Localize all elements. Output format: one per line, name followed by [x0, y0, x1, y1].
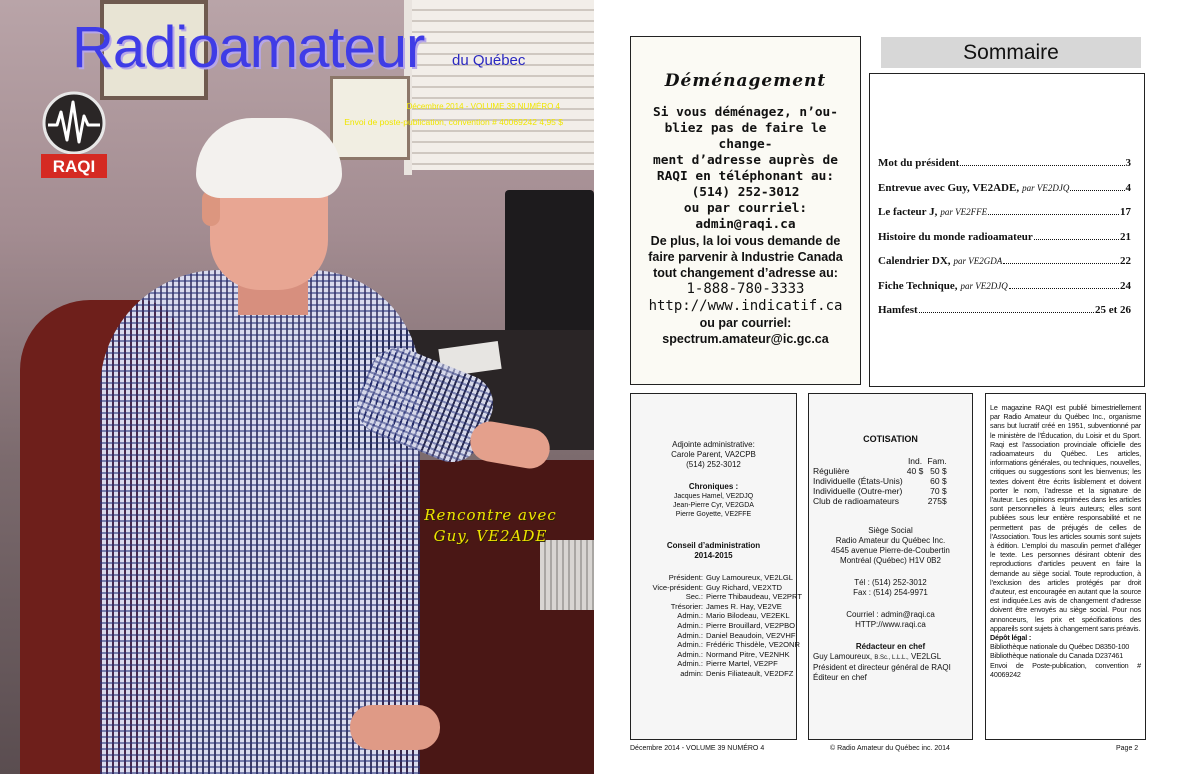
siege-website[interactable]: HTTP://www.raqi.ca — [855, 620, 926, 629]
toc-author: par VE2FFE — [940, 207, 988, 217]
toc-label: Fiche Technique, — [878, 279, 958, 292]
chroniqueur: Jacques Hamel, VE2DJQ — [673, 493, 754, 500]
conseil-member: Pierre Thibaudeau, VE2PRT — [706, 592, 802, 602]
cotisation-fam: 50 $ — [930, 466, 947, 476]
demenagement-box — [630, 36, 861, 385]
conseil-role: Admin.: — [677, 649, 703, 659]
demenagement-line: De plus, la loi vous demande de — [650, 234, 841, 248]
demenagement-line: ou par courriel: — [683, 201, 808, 216]
toc-label: Calendrier DX, — [878, 255, 951, 267]
toc-leader — [919, 312, 1094, 313]
adjointe-label: Adjointe administrative: — [672, 440, 755, 449]
cotisation-label: Régulière — [813, 466, 850, 476]
conseil-role: Admin.: — [677, 611, 703, 621]
conseil-role: Président: — [668, 573, 703, 582]
toc-leader — [1070, 190, 1124, 191]
chroniqueur: Pierre Goyette, VE2FFE — [675, 511, 752, 518]
staff-box — [630, 393, 802, 740]
depot-legal-line: Bibliothèque nationale du Québec D8350-100 — [990, 642, 1130, 652]
conseil-member: Pierre Martel, VE2PF — [706, 659, 778, 669]
conseil-member: Denis Filiateault, VE2DFZ — [706, 668, 794, 678]
demenagement-title: Déménagement — [664, 71, 827, 91]
raqi-logo — [39, 90, 109, 180]
toc-row[interactable] — [878, 280, 1131, 305]
demenagement-line: tout changement d’adresse au: — [653, 266, 838, 280]
conseil-row — [631, 640, 800, 650]
cotisation-row — [813, 476, 947, 486]
conseil-row — [631, 583, 796, 593]
depot-legal-line: Envoi de Poste-publication, convention # 40069242 — [990, 660, 1141, 679]
cotisation-ind: 40 $ — [906, 466, 924, 476]
cotisation-row — [813, 496, 947, 506]
raqi-logo-text: RAQI — [52, 157, 96, 176]
cotisation-ind — [903, 476, 924, 486]
siege-tel: Tél : (514) 252-3012 — [854, 578, 927, 587]
conseil-member: Frédéric Thisdèle, VE2ONR — [706, 640, 800, 650]
sommaire-box — [869, 73, 1145, 387]
toc-row[interactable] — [878, 157, 1131, 182]
toc-leader — [1034, 239, 1119, 240]
conseil-row — [631, 631, 796, 641]
toc-page: 4 — [1125, 181, 1131, 194]
cover-photo-person-hair — [196, 118, 342, 198]
depot-legal-line: Bibliothèque nationale du Canada D237461 — [990, 651, 1124, 661]
siege-name: Radio Amateur du Québec Inc. — [835, 536, 946, 545]
toc-label: Le facteur J, — [878, 206, 938, 218]
magazine-subtitle: du Québec — [452, 52, 526, 69]
legal-text — [986, 394, 1145, 679]
conseil-row — [631, 592, 802, 602]
toc-label: Hamfest — [878, 304, 918, 316]
demenagement-line: ment d’adresse auprès de — [653, 153, 838, 168]
toc-row[interactable] — [878, 182, 1131, 207]
conseil-row — [631, 669, 796, 679]
toc-label: Histoire du monde radioamateur — [878, 230, 1033, 243]
cotisation-table — [813, 456, 947, 506]
conseil-role: Admin.: — [677, 620, 703, 630]
toc-row[interactable] — [878, 231, 1131, 256]
cover-photo-heater — [540, 540, 594, 610]
toc-leader — [1003, 263, 1119, 264]
siege-label: Siège Social — [868, 526, 913, 535]
redacteur-role-2: Éditeur en chef — [813, 673, 867, 682]
demenagement-email: admin@raqi.ca — [695, 217, 796, 232]
cotisation-label: Individuelle (États-Unis) — [813, 476, 903, 486]
toc-author: par VE2DJQ — [960, 280, 1008, 291]
conseil-row — [631, 602, 796, 612]
chroniqueur: Jean-Pierre Cyr, VE2GDA — [673, 502, 754, 509]
demenagement-line: bliez pas de faire le change- — [664, 121, 827, 152]
legal-box — [985, 393, 1146, 740]
cover-photo-window-blinds — [410, 0, 594, 170]
cotisation-col-fam: Fam. — [927, 456, 947, 466]
redacteur-role-1: Président et directeur général de RAQI — [813, 663, 951, 672]
adjointe-name: Carole Parent, VA2CPB — [671, 450, 756, 459]
demenagement-phone: (514) 252-3012 — [691, 185, 800, 200]
cover-photo-person-shirt — [100, 270, 420, 774]
conseil-member: Daniel Beaudoin, VE2VHF — [706, 630, 796, 640]
adjointe-phone: (514) 252-3012 — [686, 460, 741, 469]
footer-page-number: Page 2 — [1116, 745, 1139, 752]
toc-row[interactable] — [878, 255, 1131, 280]
toc-row[interactable] — [878, 304, 1131, 329]
conseil-row — [631, 573, 796, 583]
conseil-member: Guy Lamoureux, VE2LGL — [706, 573, 793, 582]
siege-address-2: Montréal (Québec) H1V 0B2 — [840, 556, 941, 565]
conseil-member: Normand Pitre, VE2NHK — [706, 649, 790, 659]
cotisation-fam: 275$ — [927, 496, 947, 506]
conseil-member: Guy Richard, VE2XTD — [706, 582, 782, 592]
conseil-member: Pierre Brouillard, VE2PBO — [706, 620, 796, 630]
industrie-canada-email: spectrum.amateur@ic.gc.ca — [662, 332, 829, 346]
redacteur-line — [809, 652, 972, 663]
cotisation-label: Club de radioamateurs — [813, 496, 899, 506]
toc-leader — [1009, 288, 1119, 289]
toc-author: par VE2DJQ — [1022, 182, 1070, 193]
conseil-role: Admin.: — [677, 659, 703, 669]
conseil-row — [631, 659, 796, 669]
toc-label: Mot du président — [878, 157, 960, 169]
demenagement-line: ou par courriel: — [699, 316, 792, 330]
toc-row[interactable] — [878, 206, 1131, 231]
depot-legal-label: Dépôt légal : — [990, 633, 1032, 643]
sommaire-heading: Sommaire — [881, 37, 1141, 68]
conseil-list — [631, 573, 802, 679]
magazine-title: Radioamateur — [72, 15, 425, 80]
redacteur-callsign: VE2LGL — [910, 652, 942, 661]
siege-address-1: 4545 avenue Pierre-de-Coubertin — [831, 546, 950, 555]
toc-page: 17 — [1120, 206, 1131, 218]
cotisation-row — [813, 486, 947, 496]
cotisation-ind — [903, 486, 924, 496]
demenagement-line: RAQI en téléphonant au: — [656, 169, 835, 184]
conseil-row — [631, 650, 796, 660]
conseil-role: Admin.: — [677, 640, 703, 650]
toc-author: par VE2GDA — [953, 256, 1003, 266]
demenagement-line: faire parvenir à Industrie Canada — [648, 250, 843, 264]
cover-issue-line: Décembre 2014 - VOLUME 39 NUMÉRO 4 — [406, 102, 560, 111]
cotisation-fam: 60 $ — [930, 476, 947, 486]
footer-copyright: © Radio Amateur du Québec inc. 2014 — [830, 745, 950, 752]
siege-fax: Fax : (514) 254-9971 — [853, 588, 928, 597]
industrie-canada-url: http://www.indicatif.ca — [648, 298, 843, 314]
redacteur-name: Guy Lamoureux, — [813, 652, 873, 661]
toc-page: 22 — [1120, 255, 1131, 267]
cotisation-col-ind: Ind. — [907, 456, 923, 466]
cover-feature-line-2: Guy, VE2ADE — [433, 527, 548, 545]
redacteur-heading: Rédacteur en chef — [855, 642, 926, 651]
legal-paragraph: Le magazine RAQI est publié bimestriellement par Radio Amateur du Québec Inc., organisme sans but lucratif créé en 1951, subventionné par le ministère de l’Éducation, du Loisir et du Sport. Raqi est l’association provinciale officielle des radioamateurs du Québec. Les articles, informations générales, ou techniques, nouvelles, critiques ou suggestions sont les bienvenus; les textes doivent être écrits lisiblement et doivent porter le nom, l’adresse et la signature de l’auteur. Les opinions exprimées dans les articles sont personnelles à leurs auteurs; elles sont publiées sous leur entière responsabilité et ne permettent pas de préjugés de celles de l’Association. Tous les articles soumis sont sujets à édition. L’emploi du masculin permet d’alléger le texte. Les personnes désirant obtenir des reproductions d’articles peuvent en faire la demande au siège social. Toute reproduction, à l’exclusion des articles protégés par droit d’auteur, est encouragée en autant que la source est indiquée.Les avis de changement d’adresse doivent être envoyés au siège social. Pour nos annonceurs, les prix et spécifications des appareils sont sujets à changement sans préavis. — [990, 403, 1141, 633]
cotisation-fam: 70 $ — [930, 486, 947, 496]
toc-leader — [988, 214, 1119, 215]
industrie-canada-phone: 1-888-780-3333 — [686, 281, 805, 297]
toc-leader — [960, 165, 1124, 166]
toc-page: 25 et 26 — [1094, 304, 1131, 316]
conseil-role: Sec.: — [685, 592, 703, 602]
chroniques-heading: Chroniques : — [688, 482, 739, 491]
toc-label: Entrevue avec Guy, VE2ADE, — [878, 181, 1020, 194]
conseil-row — [631, 611, 796, 621]
conseil-years: 2014-2015 — [694, 551, 733, 560]
footer-issue: Décembre 2014 - VOLUME 39 NUMÉRO 4 — [630, 745, 765, 752]
cotisation-header-row — [813, 456, 947, 466]
cotisation-ind — [903, 496, 924, 506]
cotisation-title: COTISATION — [863, 434, 918, 444]
siege-email[interactable]: Courriel : admin@raqi.ca — [846, 610, 935, 619]
table-of-contents — [878, 157, 1131, 329]
conseil-member: James R. Hay, VE2VE — [706, 601, 782, 611]
conseil-row — [631, 621, 796, 631]
conseil-heading: Conseil d’administration — [666, 541, 761, 550]
cover-feature-line-1: Rencontre avec — [424, 506, 557, 524]
conseil-member: Mario Bilodeau, VE2EKL — [706, 611, 790, 621]
conseil-role: admin: — [680, 668, 703, 678]
conseil-role: Trésorier: — [670, 601, 703, 611]
cotisation-row — [813, 466, 947, 476]
cotisation-label: Individuelle (Outre-mer) — [813, 486, 903, 496]
toc-page: 3 — [1125, 157, 1131, 169]
cover-feature-headline — [398, 505, 583, 547]
demenagement-body — [631, 105, 860, 347]
toc-page: 24 — [1120, 279, 1131, 292]
conseil-role: Vice-président: — [652, 582, 703, 592]
toc-page: 21 — [1120, 230, 1131, 243]
redacteur-degrees: B.Sc., L.L.L., — [874, 655, 909, 661]
cotisation-box — [808, 393, 973, 740]
cover-photo-person-hand-lap — [350, 705, 440, 750]
cover-envoi-line: Envoi de poste-publication, convention # 40069242 4,95 $ — [344, 117, 563, 127]
demenagement-line: Si vous déménagez, n’ou- — [653, 105, 838, 120]
conseil-role: Admin.: — [677, 630, 703, 640]
cover-photo-monitor — [505, 190, 594, 350]
